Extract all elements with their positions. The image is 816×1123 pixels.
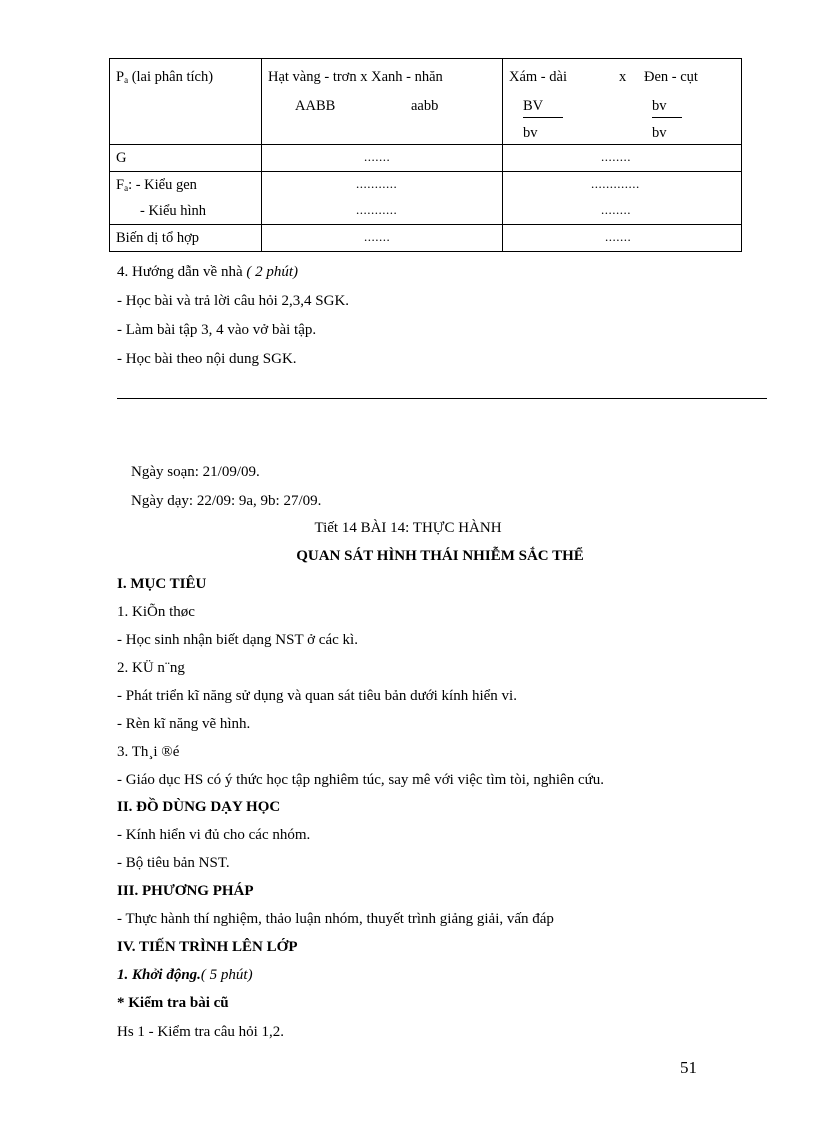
subsection-heading: * Kiểm tra bài cũ (117, 995, 229, 1011)
row-label-recombination: Biến dị tổ hợp (116, 230, 199, 246)
section-heading: II. ĐỒ DÙNG DẠY HỌC (117, 799, 281, 815)
subsection-heading: 1. KiÕn thøc (117, 604, 195, 620)
homework-item: - Học bài và trả lời câu hỏi 2,3,4 SGK. (117, 293, 350, 309)
table-cell (110, 59, 262, 145)
table-cell (262, 172, 503, 225)
table-row (110, 225, 742, 252)
list-item: - Kính hiển vi đủ cho các nhóm. (117, 827, 311, 843)
section-heading: IV. TIẾN TRÌNH LÊN LỚP (117, 939, 298, 955)
table-row (110, 59, 742, 145)
fly-genotype-right-bottom: bv (652, 125, 667, 141)
row-label-g: G (116, 150, 127, 166)
subsection-heading: 3. Th¸i ®é (117, 744, 180, 760)
row-label-phenotype: - Kiểu hình (140, 203, 207, 219)
blank-dots: ....... (605, 229, 632, 244)
section-divider (117, 398, 767, 399)
list-item: - Thực hành thí nghiệm, thảo luận nhóm, thuyết trình giảng giải, vấn đáp (117, 911, 554, 927)
table-cell (110, 145, 262, 172)
lesson-title: QUAN SÁT HÌNH THÁI NHIỄM SẮC THỂ (296, 548, 584, 564)
row-label-fa: $F_a$: - Kiểu gen (116, 177, 197, 193)
parent-pea-genotype-right: aabb (411, 98, 439, 114)
table-cell (262, 225, 503, 252)
section-heading: I. MỤC TIÊU (117, 576, 207, 592)
period-title: Tiết 14 BÀI 14: THỰC HÀNH (314, 520, 502, 536)
table-row (110, 145, 742, 172)
table-cell (110, 225, 262, 252)
section-heading: III. PHƯƠNG PHÁP (117, 883, 254, 899)
table-cell (110, 172, 262, 225)
table-cell (262, 59, 503, 145)
blank-dots: ........ (601, 202, 631, 217)
blank-dots: ............. (591, 176, 640, 191)
table-cell (503, 145, 742, 172)
homework-item: - Làm bài tập 3, 4 vào vở bài tập. (117, 322, 317, 338)
list-item: - Bộ tiêu bản NST. (117, 855, 230, 871)
table-cell (262, 145, 503, 172)
page-number: 51 (680, 1058, 697, 1077)
table-cell (503, 59, 742, 145)
table-cell (503, 225, 742, 252)
fly-genotype-left-bottom: bv (523, 125, 538, 141)
cross-table (109, 58, 742, 252)
subsection-heading: 2. KÜ n¨ng (117, 660, 185, 676)
parent-pea-phenotype: Hạt vàng - trơn x Xanh - nhăn (268, 69, 443, 85)
fly-genotype-right-top: bv (652, 96, 682, 118)
list-item: - Học sinh nhận biết dạng NST ở các kì. (117, 632, 358, 648)
parent-fly-phenotype-right: Đen - cụt (644, 69, 698, 85)
cross-symbol: x (619, 69, 627, 85)
blank-dots: ....... (364, 149, 391, 164)
activity-heading: 1. Khởi động.( 5 phút) (117, 967, 253, 983)
parent-pea-genotype-left: AABB (295, 98, 336, 114)
parent-fly-phenotype-left: Xám - dài (509, 69, 567, 85)
blank-dots: ....... (364, 229, 391, 244)
homework-item: - Học bài theo nội dung SGK. (117, 351, 297, 367)
list-item: - Rèn kĩ năng vẽ hình. (117, 716, 251, 732)
date-prepared: Ngày soạn: 21/09/09. (131, 464, 260, 480)
blank-dots: ........ (601, 149, 631, 164)
date-taught: Ngày dạy: 22/09: 9a, 9b: 27/09. (131, 493, 322, 509)
blank-dots: ........... (356, 202, 398, 217)
fly-genotype-left-top: BV (523, 96, 563, 118)
list-item: Hs 1 - Kiểm tra câu hỏi 1,2. (117, 1024, 285, 1040)
blank-dots: ........... (356, 176, 398, 191)
row-label-p: $P_a$ (lai phân tích) (116, 69, 214, 85)
homework-heading: 4. Hướng dẫn về nhà ( 2 phút) (117, 264, 299, 280)
table-cell (503, 172, 742, 225)
list-item: - Phát triển kĩ năng sử dụng và quan sát tiêu bản dưới kính hiển vi. (117, 688, 517, 704)
list-item: - Giáo dục HS có ý thức học tập nghiêm túc, say mê với việc tìm tòi, nghiên cứu. (117, 772, 605, 788)
table-row (110, 172, 742, 225)
